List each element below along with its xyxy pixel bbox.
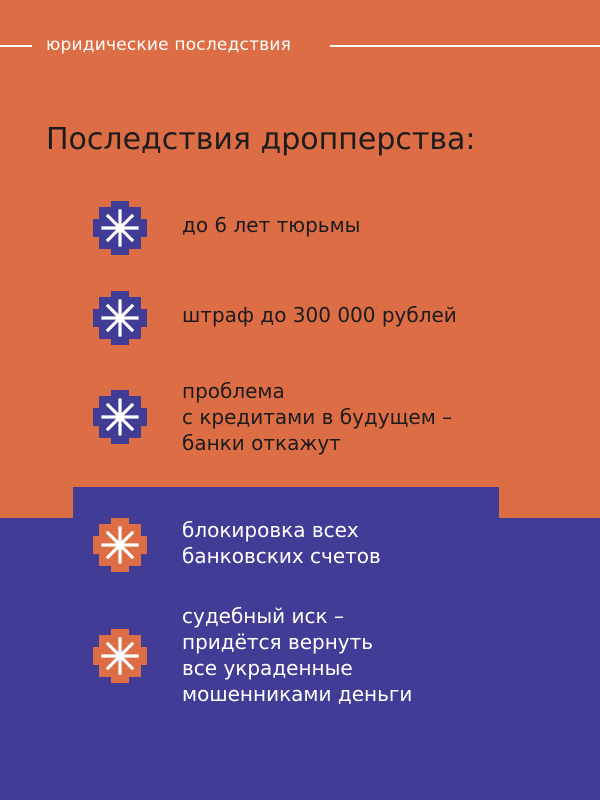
header-divider-left (0, 45, 32, 47)
snowflake-icon (92, 628, 148, 684)
consequence-text: проблема с кредитами в будущем – банки откажут (182, 379, 453, 455)
snowflake-icon (92, 290, 148, 346)
consequence-text: штраф до 300 000 рублей (182, 303, 457, 327)
snowflake-icon (92, 200, 148, 256)
snowflake-icon (92, 389, 148, 445)
consequence-text: до 6 лет тюрьмы (182, 213, 361, 237)
section-label: юридические последствия (46, 35, 292, 55)
blue-background-tab (73, 487, 499, 519)
consequence-text: блокировка всех банковских счетов (182, 518, 381, 568)
page-title: Последствия дропперства: (46, 122, 476, 157)
consequence-text: судебный иск – придётся вернуть все украденные мошенниками деньги (182, 604, 413, 706)
snowflake-icon (92, 517, 148, 573)
header-divider-right (330, 45, 600, 47)
